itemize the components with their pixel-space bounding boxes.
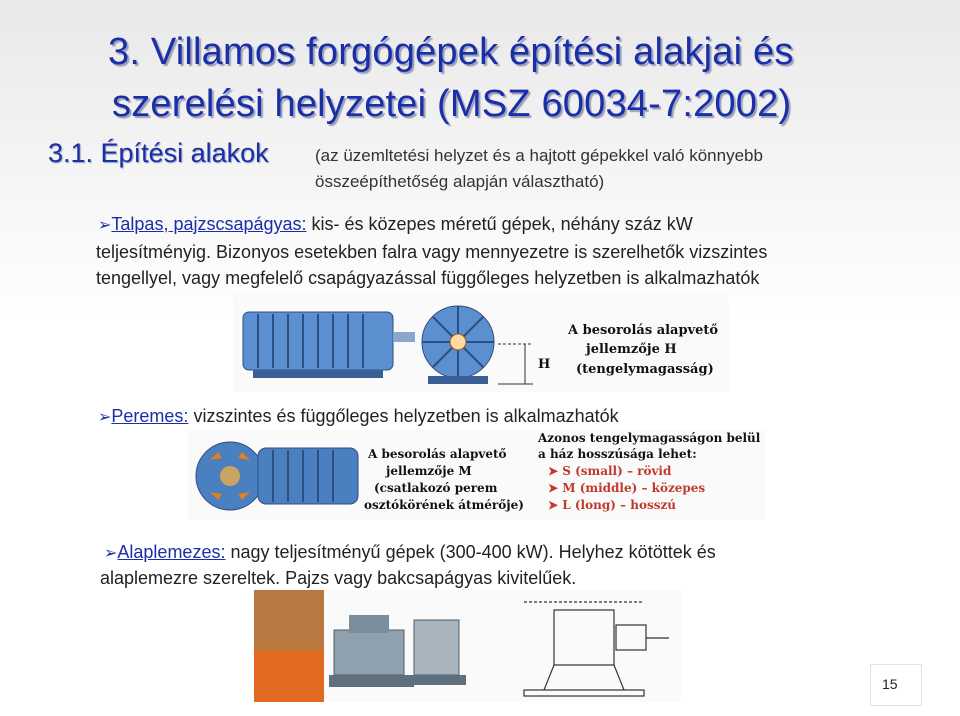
alaplemezes-text-line2: alaplemezre szereltek. Pajzs vagy bakcsapágyas kivitelűek.: [100, 568, 577, 588]
foot-mounted-motor-image: [233, 292, 729, 392]
peremes-caption-l1: A besorolás alapvető: [368, 447, 507, 461]
talpas-text-line1: kis- és közepes méretű gépek, néhány száz kW: [311, 214, 693, 234]
talpas-text-line3: tengellyel, vagy megfelelő csapágyazással függőleges helyzetben is alkalmazhatók: [96, 268, 760, 288]
section-heading: 3.1. Építési alakok: [48, 138, 269, 168]
talpas-caption-l3: (tengelymagasság): [576, 362, 714, 377]
peremes-right-l: ➤ L (long) – hosszú: [548, 498, 677, 512]
size-s-text: S (small) – rövid: [562, 464, 672, 478]
talpas-caption-l2: jellemzője H: [586, 342, 677, 357]
peremes-caption-l2: jellemzője M: [386, 464, 472, 478]
item-alaplemezes: [104, 540, 716, 566]
dim-h-label: H: [538, 357, 551, 372]
talpas-link[interactable]: Talpas, pajzscsapágyas:: [111, 214, 307, 234]
peremes-caption-l4: osztókörének átmérője): [364, 498, 524, 512]
slide-title-line1: 3. Villamos forgógépek építési alakjai és: [108, 31, 794, 73]
alaplemezes-link[interactable]: Alaplemezes:: [117, 542, 226, 562]
peremes-right-m: ➤ M (middle) – közepes: [548, 481, 706, 495]
talpas-text-line2: teljesítményig. Bizonyos esetekben falra vagy mennyezetre is szerelhetők vizszintes: [96, 242, 768, 262]
peremes-right-h2: a ház hosszúsága lehet:: [538, 447, 697, 461]
peremes-right-s: ➤ S (small) – rövid: [548, 464, 672, 478]
section-note-line2: összeépíthetőség alapján választható): [315, 172, 605, 191]
peremes-link[interactable]: Peremes:: [111, 406, 189, 426]
peremes-caption-l3: (csatlakozó perem: [374, 481, 498, 495]
baseplate-machine-image: [254, 590, 681, 702]
item-talpas: [98, 212, 693, 238]
page-number: 15: [882, 676, 898, 692]
peremes-right-h1: Azonos tengelymagasságon belül: [538, 431, 761, 445]
flange-motor-image: [188, 430, 765, 520]
size-l-text: L (long) – hosszú: [562, 498, 677, 512]
bullet-arrow-icon: ➢: [98, 409, 112, 426]
peremes-text: vizszintes és függőleges helyzetben is alkalmazhatók: [193, 406, 619, 426]
bullet-arrow-icon: ➢: [98, 217, 112, 234]
size-m-text: M (middle) – közepes: [562, 481, 706, 495]
item-peremes: [98, 404, 619, 430]
slide-title-line2: szerelési helyzetei (MSZ 60034-7:2002): [112, 83, 792, 125]
section-note-line1: (az üzemltetési helyzet és a hajtott gépekkel való könnyebb: [315, 146, 763, 165]
talpas-caption-l1: A besorolás alapvető: [568, 323, 719, 338]
bullet-arrow-icon: ➢: [104, 545, 118, 562]
alaplemezes-text-line1: nagy teljesítményű gépek (300-400 kW). Helyhez kötöttek és: [230, 542, 716, 562]
